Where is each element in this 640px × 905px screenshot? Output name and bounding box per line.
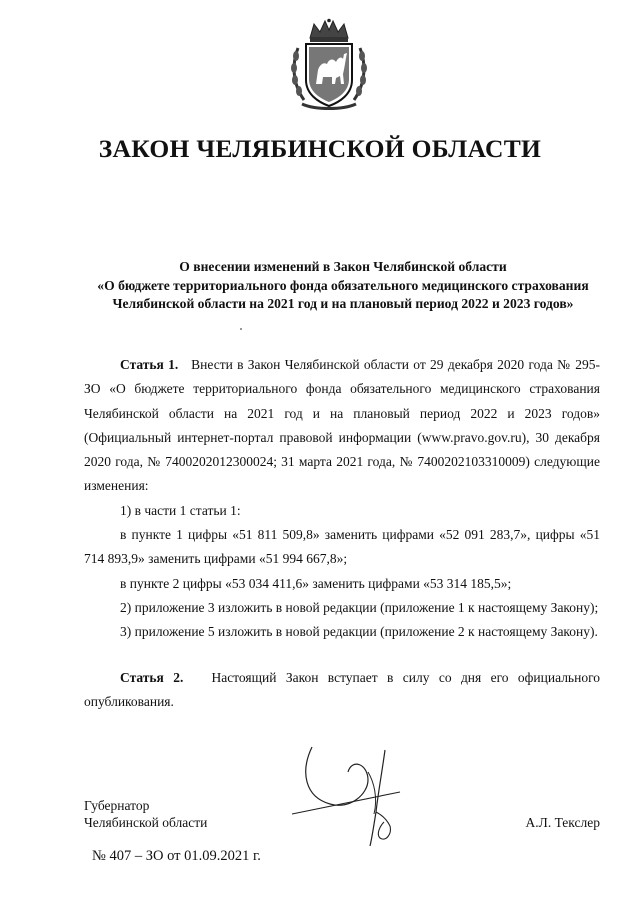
article-1-item-1b: в пункте 2 цифры «53 034 411,6» заменить цифрами «53 314 185,5»;	[120, 575, 512, 591]
scan-speck	[240, 328, 242, 330]
chelyabinsk-coat-of-arms-icon	[290, 18, 368, 113]
signatory-name: А.Л. Текслер	[525, 815, 600, 830]
position-line: Челябинской области	[84, 815, 208, 830]
article-2-text: Настоящий Закон вступает в силу со дня его официального опубликования.	[84, 669, 601, 709]
law-body	[84, 353, 600, 714]
subject-line: «О бюджете территориального фонда обязательного медицинского страхования	[97, 277, 589, 293]
handwritten-signature-icon	[290, 742, 405, 852]
article-1-item-1a: в пункте 1 цифры «51 811 509,8» заменить цифрами «52 091 283,7», цифры «51 714 893,9» заменить цифрами «51 994 667,8»;	[84, 527, 600, 567]
article-1-heading: Статья 1.	[120, 357, 179, 372]
article-2	[84, 666, 600, 715]
article-1-intro	[84, 353, 600, 499]
article-1-item-2: 2) приложение 3 изложить в новой редакции (приложение 1 к настоящему Закону);	[120, 599, 599, 615]
signatory-position	[84, 797, 207, 831]
subject-line: О внесении изменений в Закон Челябинской области	[179, 259, 507, 274]
article-1-item-1: 1) в части 1 статьи 1:	[120, 502, 241, 518]
position-line: Губернатор	[84, 798, 150, 813]
article-1-text: Внести в Закон Челябинской области от 29 декабря 2020 года № 295-ЗО «О бюджете территориального фонда обязательного медицинского страхования Челябинской области на 2021 год и на плановый период 2022 и 2023 годов» (Официальный интернет-портал правовой информации (www.pravo.gov.ru), 30 декабря 2020 года, № 7400202012300024; 31 марта 2021 года, № 7400202103310009) следующие изменения:	[84, 357, 601, 494]
document-title: ЗАКОН ЧЕЛЯБИНСКОЙ ОБЛАСТИ	[98, 134, 542, 163]
article-1-item-3: 3) приложение 5 изложить в новой редакции (приложение 2 к настоящему Закону).	[120, 624, 598, 640]
registration-number: № 407 – ЗО от 01.09.2021 г.	[92, 848, 261, 864]
article-2-heading: Статья 2.	[120, 669, 184, 685]
law-subject	[70, 258, 616, 314]
subject-line: Челябинской области на 2021 год и на плановый период 2022 и 2023 годов»	[112, 296, 574, 311]
